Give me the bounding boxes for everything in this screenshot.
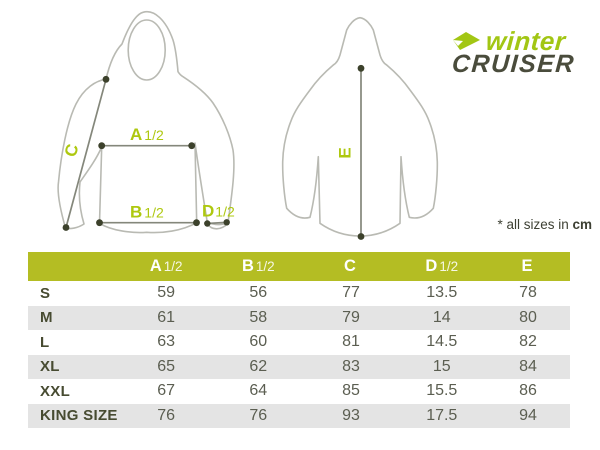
size-value: 80 xyxy=(519,308,537,326)
size-value: 84 xyxy=(519,357,537,375)
units-note xyxy=(400,217,592,232)
size-value: 63 xyxy=(157,333,176,351)
size-value: 65 xyxy=(157,357,176,375)
size-value: 14.5 xyxy=(426,333,458,351)
units-note-unit: cm xyxy=(572,217,592,232)
size-value: 86 xyxy=(519,382,537,400)
size-value: 15 xyxy=(432,357,451,375)
size-table xyxy=(28,252,570,428)
front-jacket-diagram xyxy=(40,0,270,245)
front-jacket-outline xyxy=(58,12,234,233)
size-value: 15.5 xyxy=(426,382,458,400)
measure-dot xyxy=(188,142,195,149)
label-a-half: A 1/2 xyxy=(130,125,164,144)
size-table-body xyxy=(28,281,570,428)
measure-dot xyxy=(96,219,103,226)
size-value: 59 xyxy=(157,284,176,302)
size-value: 76 xyxy=(157,406,176,424)
logo-word-winter: winter xyxy=(484,26,567,56)
header-col-c: C xyxy=(344,257,356,275)
header-col-d: D 1/2 xyxy=(425,257,459,275)
table-row xyxy=(28,355,570,380)
measure-dot xyxy=(193,219,200,226)
size-label: M xyxy=(40,309,53,327)
header-col-e: E xyxy=(521,257,533,275)
back-jacket-outline xyxy=(283,18,438,236)
header-size-cell xyxy=(28,252,120,281)
measure-dot xyxy=(103,76,110,83)
measure-dot xyxy=(358,65,365,72)
size-value: 13.5 xyxy=(426,284,458,302)
size-value: 56 xyxy=(249,284,268,302)
size-value: 60 xyxy=(249,333,268,351)
header-col-a: A 1/2 xyxy=(149,257,183,275)
size-value: 64 xyxy=(249,382,268,400)
size-value: 14 xyxy=(432,308,451,326)
logo-word-cruiser: CRUISER xyxy=(451,50,577,78)
table-row xyxy=(28,281,570,306)
measure-dot xyxy=(204,220,210,226)
size-value: 58 xyxy=(249,308,268,326)
table-row xyxy=(28,330,570,355)
measure-dot xyxy=(358,233,365,240)
table-row xyxy=(28,404,570,429)
label-c: C xyxy=(60,141,83,160)
table-row xyxy=(28,379,570,404)
size-value: 76 xyxy=(249,406,268,424)
table-header-row xyxy=(28,252,570,281)
brand-arrow-icon xyxy=(452,31,482,51)
brand-logo xyxy=(452,28,592,77)
header-col-b: B 1/2 xyxy=(241,257,275,275)
size-label: L xyxy=(40,333,50,351)
units-note-text: * all sizes in xyxy=(497,217,573,232)
size-value: 61 xyxy=(157,308,176,326)
size-value: 17.5 xyxy=(426,406,458,424)
size-value: 94 xyxy=(519,406,537,424)
size-value: 81 xyxy=(342,333,360,351)
size-value: 77 xyxy=(342,284,360,302)
size-label: KING SIZE xyxy=(40,407,118,425)
size-value: 85 xyxy=(342,382,360,400)
measure-dot xyxy=(224,219,230,225)
label-e: E xyxy=(335,147,355,159)
size-label: S xyxy=(40,284,51,302)
label-b-half: B 1/2 xyxy=(130,202,164,222)
size-value: 67 xyxy=(157,382,176,400)
size-value: 82 xyxy=(519,333,537,351)
table-row xyxy=(28,306,570,331)
size-value: 79 xyxy=(342,308,360,326)
back-jacket-diagram xyxy=(270,5,450,245)
measure-dot xyxy=(63,224,70,231)
size-label: XL xyxy=(40,358,60,376)
label-d-half: D1/2 xyxy=(202,201,235,221)
size-value: 78 xyxy=(519,284,537,302)
size-value: 62 xyxy=(249,357,268,375)
measure-dot xyxy=(98,142,105,149)
size-value: 83 xyxy=(342,357,360,375)
size-value: 93 xyxy=(342,406,360,424)
size-label: XXL xyxy=(40,382,71,400)
